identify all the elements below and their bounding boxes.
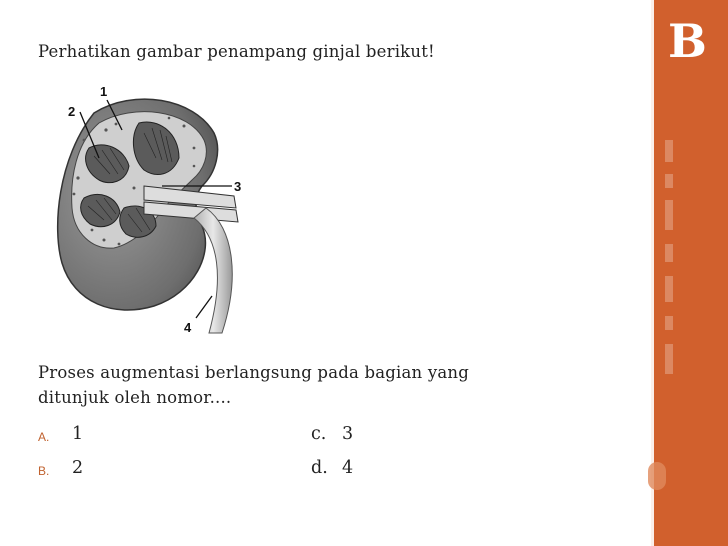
option-d-marker: d. [311,458,328,478]
stem-line-2: ditunjuk oleh nomor.... [38,388,232,407]
band-knob [648,462,666,490]
leader-line-4 [196,296,212,318]
option-a-marker: A. [38,430,50,444]
kidney-cross-section-figure [44,78,274,340]
figure-label-4: 4 [184,320,192,335]
option-b-marker: B. [38,464,50,478]
figure-label-2: 2 [68,104,76,119]
figure-label-3: 3 [234,179,242,194]
band-watermark [657,140,681,380]
figure-label-1: 1 [100,84,108,99]
option-a-value: 1 [72,424,84,444]
question-stem [38,360,628,410]
stem-line-1: Proses augmentasi berlangsung pada bagian yang [38,363,469,382]
option-c-marker: c. [311,424,327,444]
option-b-value: 2 [72,458,84,478]
question-text: Perhatikan gambar penampang ginjal berikut! [38,42,435,61]
option-c-value: 3 [342,424,354,444]
slide-badge-letter: B [668,14,707,68]
option-d-value: 4 [342,458,354,478]
